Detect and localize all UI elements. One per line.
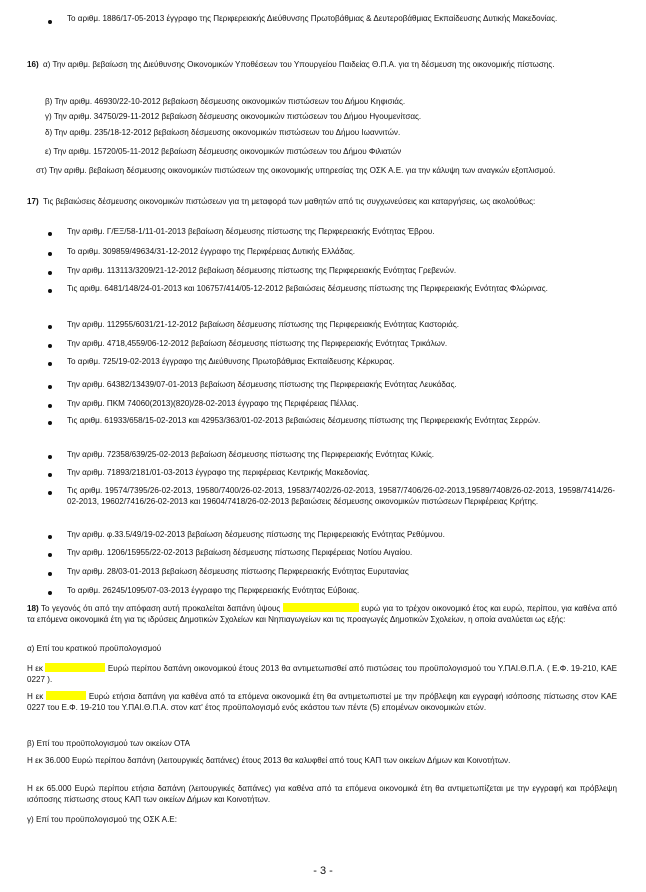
section-17-intro: Τις βεβαιώσεις δέσμευσης οικονομικών πιστώσεων για τη μεταφορά των μαθητών από τις συγχωνεύσεις και καταργήσεις, ως ακολούθως:: [43, 197, 536, 206]
bullet: [48, 404, 52, 408]
section-18-b2: Η εκ 65.000 Ευρώ περίπου ετήσια δαπάνη (λειτουργικές δαπάνες) για καθένα από τα επόμενα οικονομικά έτη θα αντιμετωπίζεται με την εγγραφή και πρόβλεψη ισόποσης πίστωσης στους ΚΑΠ των οικείων Δήμων και Κοινοτήτων.: [27, 784, 617, 804]
text-post: Ευρώ ετήσια δαπάνη για καθένα από τα επόμενα οικονομικά έτη θα αντιμετωπιστεί με την πρόβλεψη και εγγραφή ισόποσης πίστωσης στον ΚΑΕ 0227 του Ε.Φ. 19-210 του Υ.ΠΑΙ.Θ.Π.Α. στον κατ' έτος προϋπολογισμό ενός εκάστου των πέντε (5) επομένων οικονομικών ετών.: [27, 692, 618, 712]
bullet: [48, 325, 52, 329]
list-item: Τις αριθμ. 61933/658/15-02-2013 και 42953/363/01-02-2013 βεβαιώσεις δέσμευσης πίστωσης της Περιφερειακής Ενότητας Σερρών.: [67, 416, 541, 425]
list-item: Την αριθμ. 28/03-01-2013 βεβαίωση δέσμευσης πίστωσης Περιφερειακής Ενότητας Ευρυτανίας: [67, 567, 409, 576]
list-item: Την αριθμ. 1206/15955/22-02-2013 βεβαίωση δέσμευσης πίστωσης Περιφέρειας Νοτίου Αιγαίου.: [67, 548, 413, 557]
section-16-e: ε) Την αριθμ. 15720/05-11-2012 βεβαίωση δέσμευσης οικονομικών πιστώσεων του Δήμου Φιλιατών: [45, 147, 402, 156]
bullet: [48, 271, 52, 275]
highlighted-blank: [45, 663, 105, 672]
bullet: [48, 252, 52, 256]
text-pre: Η εκ: [27, 664, 43, 673]
paragraph-p1: Το αριθμ. 1886/17-05-2013 έγγραφο της Περιφερειακής Διεύθυνσης Πρωτοβάθμιας & Δευτεροβάθμιας Εκπαίδευσης Δυτικής Μακεδονίας.: [67, 14, 558, 23]
bullet: [48, 421, 52, 425]
list-item: Τις αριθμ. 6481/148/24-01-2013 και 106757/414/05-12-2012 βεβαιώσεις δέσμευσης πίστωσης της Περιφερειακής Ενότητας Φλώρινας.: [67, 284, 548, 293]
section-16-c: γ) Την αριθμ. 34750/29-11-2012 βεβαίωση δέσμευσης οικονομικών πιστώσεων του Δήμου Ηγουμενίτσας.: [45, 112, 422, 121]
bullet: [48, 20, 52, 24]
section-16-number: 16): [27, 60, 39, 69]
list-item: Το αριθμ. 309859/49634/31-12-2012 έγγραφο της Περιφέρειας Δυτικής Ελλάδας.: [67, 247, 356, 256]
section-18-number: 18): [27, 604, 39, 613]
section-18-b1: Η εκ 36.000 Ευρώ περίπου δαπάνη (λειτουργικές δαπάνες) έτους 2013 θα καλυφθεί από τους ΚΑΠ των οικείων Δήμων και Κοινοτήτων.: [27, 756, 511, 765]
bullet: [48, 572, 52, 576]
section-17-number: 17): [27, 197, 39, 206]
list-item: Την αριθμ. 72358/639/25-02-2013 βεβαίωση δέσμευσης πίστωσης της Περιφερειακής Ενότητας Κιλκίς.: [67, 450, 435, 459]
bullet: [48, 289, 52, 293]
list-item: Την αριθμ. 4718,4559/06-12-2012 βεβαίωση δέσμευσης πίστωσης της Περιφερειακής Ενότητας Τρικάλων.: [67, 339, 448, 348]
bullet: [48, 344, 52, 348]
section-18-intro-text-2: ευρώ για το τρέχον οικονομικό έτος και ευρώ, περίπου, για καθένα από τα επόμενα οικονομικά έτη για τις ιδρύσεις Δημοτικών Σχολείων και Νηπιαγωγείων και τις προαγωγές Δημοτικών Σχολείων, η οποία αναλύεται ως εξής:: [27, 604, 618, 624]
section-18-a-heading: α) Επί του κρατικού προϋπολογισμού: [27, 644, 162, 653]
section-16-a: α) Την αριθμ. βεβαίωση της Διεύθυνσης Οικονομικών Υποθέσεων του Υπουργείου Παιδείας Θ.Π.Α. για τη δέσμευση της οικονομικής πίστωσης.: [43, 60, 555, 69]
bullet: [48, 591, 52, 595]
bullet: [48, 385, 52, 389]
highlighted-blank: [46, 691, 86, 700]
bullet: [48, 362, 52, 366]
section-16-st: στ) Την αριθμ. βεβαίωση δέσμευσης οικονομικών πιστώσεων της οικονομικής υπηρεσίας της ΟΣΚ Α.Ε. για την κάλυψη των αναγκών εξοπλισμού.: [36, 166, 556, 175]
section-16-b: β) Την αριθμ. 46930/22-10-2012 βεβαίωση δέσμευσης οικονομικών πιστώσεων του Δήμου Κηφισιάς.: [45, 97, 406, 106]
bullet: [48, 232, 52, 236]
list-item: Την αριθμ. ΠΚΜ 74060(2013)(820)/28-02-2013 έγγραφο της Περιφέρειας Πέλλας.: [67, 399, 359, 408]
highlighted-blank: [283, 603, 359, 612]
text-post: Ευρώ περίπου δαπάνη οικονομικού έτους 2013 θα αντιμετωπισθεί από πιστώσεις του προϋπολογισμού του Υ.ΠΑΙ.Θ.Π.Α. ( Ε.Φ. 19-210, ΚΑΕ 0227 ).: [27, 664, 618, 684]
list-item: Την αριθμ. 71893/2181/01-03-2013 έγγραφο της περιφέρειας Κεντρικής Μακεδονίας.: [67, 468, 370, 477]
bullet: [48, 535, 52, 539]
list-item: Την αριθμ. φ.33.5/49/19-02-2013 βεβαίωση δέσμευσης πίστωσης της Περιφερειακής Ενότητας Ρεθύμνου.: [67, 530, 445, 539]
text-pre: Η εκ: [27, 692, 44, 701]
section-18-a2: [27, 691, 617, 713]
list-item: Την αριθμ. Γ/ΕΞ/58-1/11-01-2013 βεβαίωση δέσμευσης πίστωσης της Περιφερειακής Ενότητας Έβρου.: [67, 227, 435, 236]
section-18-b-heading: β) Επί του προϋπολογισμού των οικείων ΟΤΑ: [27, 739, 191, 748]
list-item: Το αριθμ. 26245/1095/07-03-2013 έγγραφο της Περιφερειακής Ενότητας Εύβοιας.: [67, 586, 360, 595]
bullet: [48, 553, 52, 557]
list-item: Το αριθμ. 725/19-02-2013 έγγραφο της Διεύθυνσης Πρωτοβάθμιας Εκπαίδευσης Κέρκυρας.: [67, 357, 395, 366]
section-18-a1: [27, 663, 617, 685]
list-item: Την αριθμ. 112955/6031/21-12-2012 βεβαίωση δέσμευσης πίστωσης της Περιφερειακής Ενότητας Καστοριάς.: [67, 320, 459, 329]
page-number: - 3 -: [313, 865, 333, 877]
list-item: Την αριθμ. 113113/3209/21-12-2012 βεβαίωση δέσμευσης πίστωσης της Περιφερειακής Ενότητας Γρεβενών.: [67, 266, 457, 275]
section-18-c-heading: γ) Επί του προϋπολογισμού της ΟΣΚ Α.Ε:: [27, 815, 177, 824]
bullet: [48, 491, 52, 495]
bullet: [48, 455, 52, 459]
list-item: Την αριθμ. 64382/13439/07-01-2013 βεβαίωση δέσμευσης πίστωσης της Περιφερειακής Ενότητας Λευκάδας.: [67, 380, 457, 389]
section-18-intro: [27, 603, 617, 625]
section-18-intro-text-1: Το γεγονός ότι από την απόφαση αυτή προκαλείται δαπάνη ύψους: [41, 604, 281, 613]
section-16-d: δ) Την αριθμ. 235/18-12-2012 βεβαίωση δέσμευσης οικονομικών πιστώσεων του Δήμου Ιωαννιτών.: [45, 128, 401, 137]
list-item: Τις αριθμ. 19574/7395/26-02-2013, 19580/7400/26-02-2013, 19583/7402/26-02-2013, 19587/7406/26-02-2013,19589/7408/26-02-2013, 19598/7414/26-02-2013, 19602/7416/26-02-2013 και 19604/7418/26-02-2013 βεβαιώσεις δέσμευσης οικονομικών πιστώσεων Περιφέρειας Κρήτης.: [67, 486, 615, 506]
bullet: [48, 473, 52, 477]
